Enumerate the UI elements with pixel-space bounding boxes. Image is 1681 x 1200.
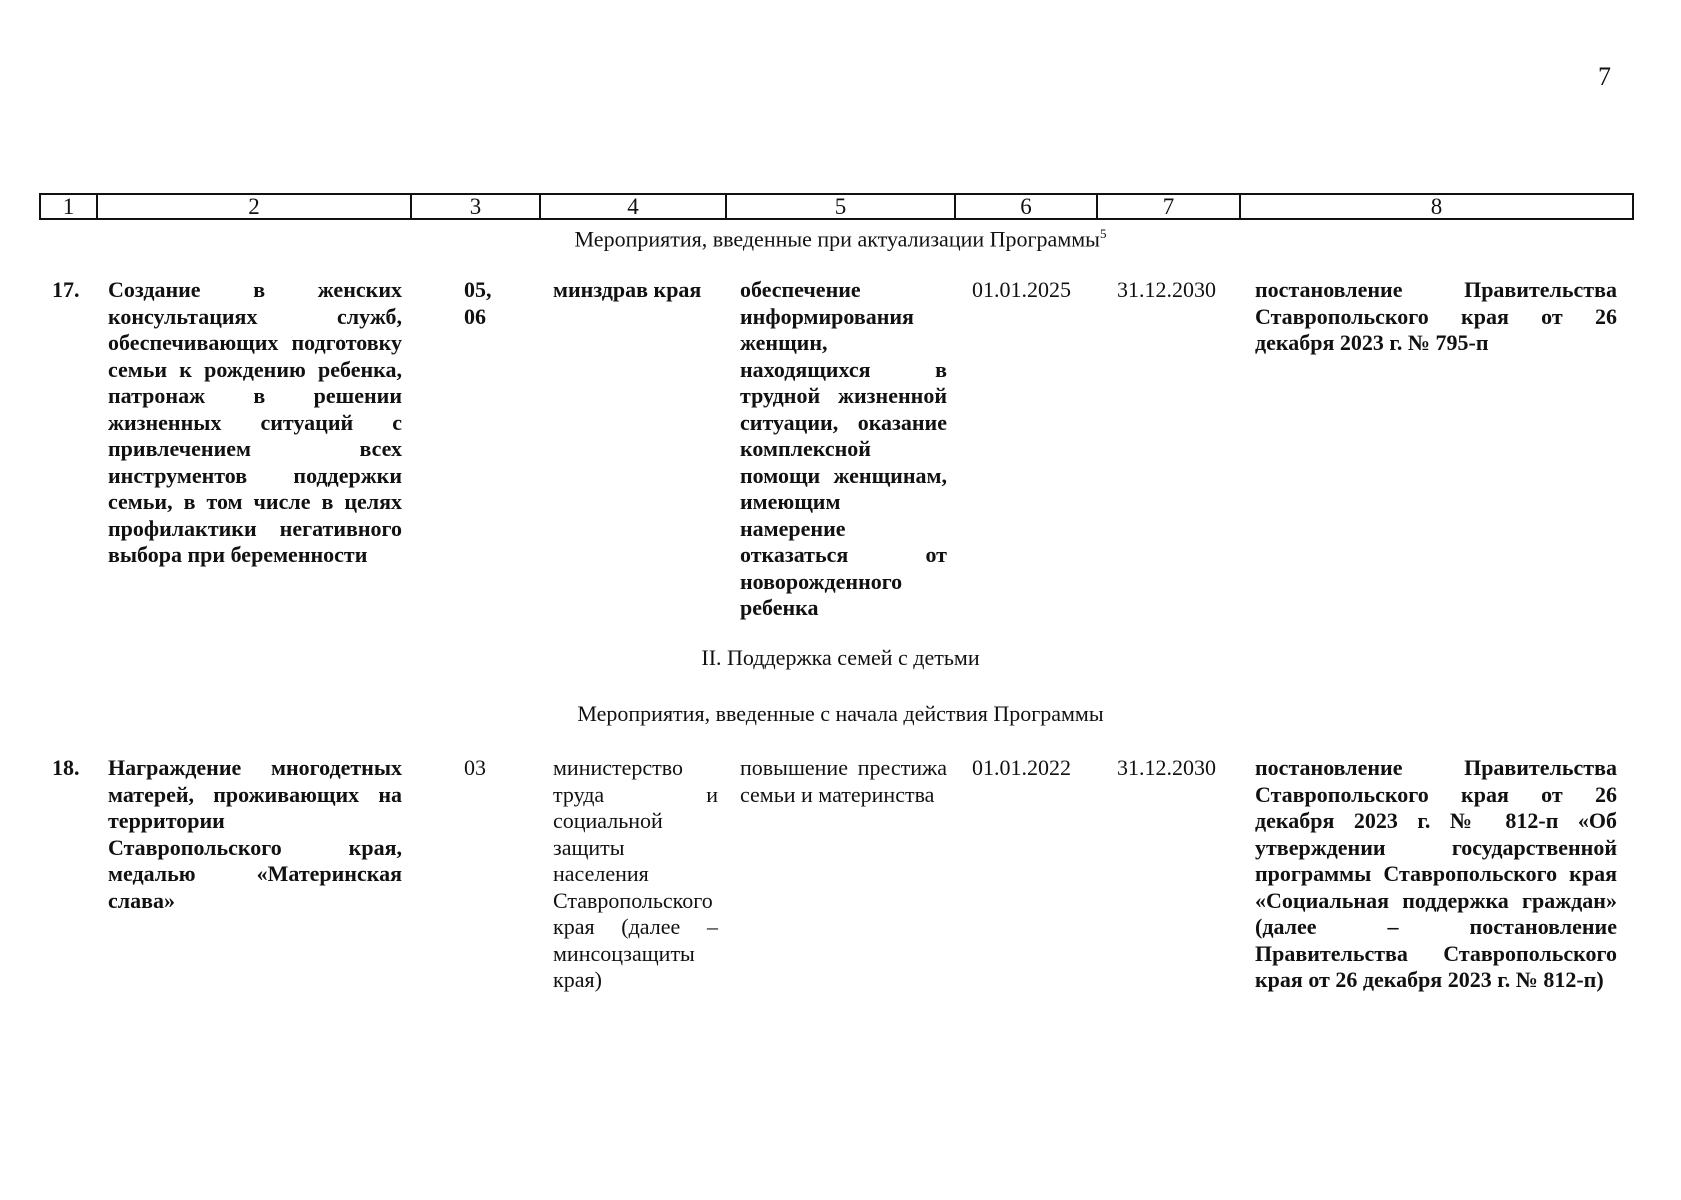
section-heading-actualization [0,226,1681,252]
row-number: 18. [52,755,80,780]
header-col-2: 2 [97,194,411,219]
column-number-header [39,193,1634,220]
end-date: 31.12.2030 [1117,755,1216,780]
expected-result: обеспечение информирования женщин, находящихся в трудной жизненной ситуации, оказание комплексной помощи женщинам, имеющим намерение отказаться от новорожденного ребенка [740,277,947,620]
end-date: 31.12.2030 [1117,277,1216,302]
section-heading-actualization-text: Мероприятия, введенные при актуализации Программы [574,226,1100,252]
footnote-marker: 5 [1099,226,1107,241]
section-heading-family-support: II. Поддержка семей с детьми [701,645,980,670]
page-number: 7 [1598,62,1611,91]
header-col-3: 3 [411,194,540,219]
measure-codes: 05, 06 [464,277,492,329]
header-col-4: 4 [540,194,726,219]
executor: министерство труда и социальной защиты населения Ставропольского края (далее – минсоцзащиты края) [553,755,718,992]
header-col-1: 1 [40,194,97,219]
section-heading-from-start: Мероприятия, введенные с начала действия Программы [577,701,1104,726]
start-date: 01.01.2025 [972,277,1071,302]
executor: минздрав края [553,277,702,302]
legal-basis: постановление Правительства Ставропольского края от 26 декабря 2023 г. № 812-п «Об утверждении государственной программы Ставропольского края «Социальная поддержка граждан» (далее – постановление Правительства Ставропольского края от 26 декабря 2023 г. № 812-п) [1255,755,1617,992]
measure-codes: 03 [464,755,486,780]
header-col-8: 8 [1240,194,1633,219]
start-date: 01.01.2022 [972,755,1071,780]
header-col-5: 5 [726,194,955,219]
header-col-6: 6 [955,194,1097,219]
measure-name: Награждение многодетных матерей, проживающих на территории Ставропольского края, медалью «Материнская слава» [108,755,402,913]
row-number: 17. [52,277,80,302]
measure-name: Создание в женских консультациях служб, обеспечивающих подготовку семьи к рождению ребенка, патронаж в решении жизненных ситуаций с привлечением всех инструментов поддержки семьи, в том числе в целях профилактики негативного выбора при беременности [108,277,402,567]
expected-result: повышение престижа семьи и материнства [740,755,947,807]
header-col-7: 7 [1097,194,1240,219]
legal-basis: постановление Правительства Ставропольского края от 26 декабря 2023 г. № 795-п [1255,277,1617,355]
